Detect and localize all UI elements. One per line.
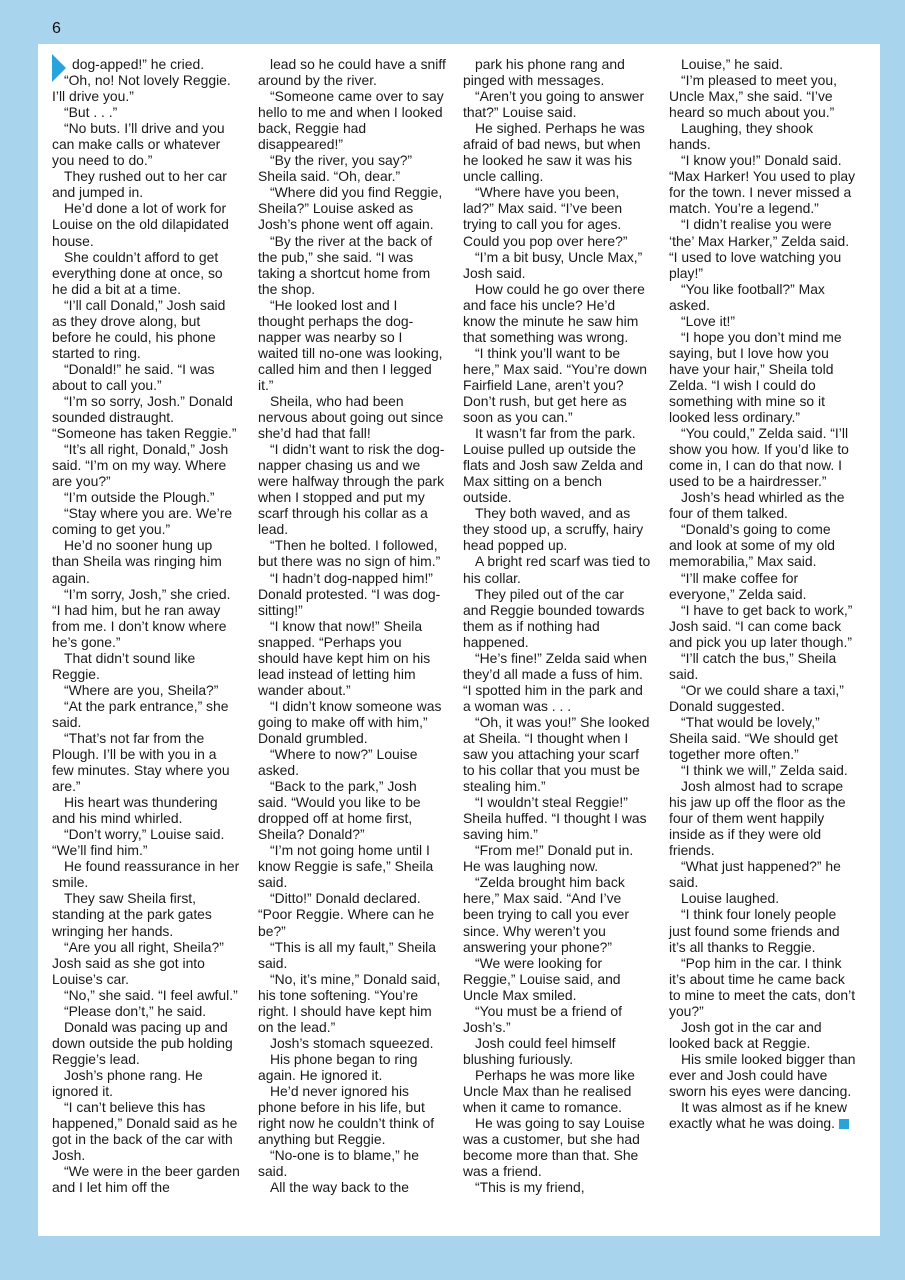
paragraph: They piled out of the car and Reggie bounded towards them as if nothing had happened. [463, 585, 645, 650]
paragraph: They both waved, and as they stood up, a scruffy, hairy head popped up. [463, 505, 644, 554]
paragraph: “I wouldn’t steal Reggie!” Sheila huffed. “I thought I was saving him.” [463, 794, 647, 843]
story-page [38, 44, 880, 1236]
paragraph: Perhaps he was more like Uncle Max than he realised when it came to romance. [463, 1066, 635, 1116]
paragraph: “Zelda brought him back here,” Max said. “And I’ve been trying to call you ever since. Why weren’t you answering your phone?” [463, 874, 630, 955]
paragraph: dog-apped!” he cried. [72, 56, 205, 72]
paragraph: They rushed out to her car and jumped in. [52, 168, 227, 201]
paragraph: Sheila, who had been nervous about going out since she’d had that fall! [258, 392, 444, 442]
paragraph: “Oh, it was you!” She looked at Sheila. “I thought when I saw you attaching your scarf to his collar that you must be stealing him.” [463, 713, 650, 795]
paragraph: “Where did you find Reggie, Sheila?” Louise asked as Josh’s phone went off again. [258, 184, 443, 233]
paragraph: park his phone rang and pinged with messages. [463, 56, 625, 89]
paragraph: Josh’s phone rang. He ignored it. [52, 1066, 203, 1099]
paragraph: His phone began to ring again. He ignored it. [258, 1050, 418, 1083]
paragraph: “I didn’t realise you were ‘the’ Max Harker,” Zelda said. “I used to love watching you play!” [669, 216, 850, 281]
paragraph: “I have to get back to work,” Josh said. “I can come back and pick you up later though.” [669, 601, 853, 650]
paragraph: “I hadn’t dog-napped him!” Donald protested. “I was dog-sitting!” [258, 569, 441, 618]
paragraph: “We were looking for Reggie,” Louise said, and Uncle Max smiled. [463, 954, 621, 1003]
paragraph: His heart was thundering and his mind whirled. [52, 794, 218, 827]
paragraph: “He looked lost and I thought perhaps the dog-napper was nearby so I waited till no-one was looking, called him and then I legged it.” [258, 296, 443, 393]
paragraph: “That would be lovely,” Sheila said. “We should get together more often.” [669, 713, 838, 763]
paragraph: He sighed. Perhaps he was afraid of bad news, but when he looked he saw it was his uncle calling. [463, 120, 645, 185]
text-column-4 [669, 56, 857, 1131]
paragraph: “From me!” Donald put in. He was laughing now. [463, 842, 634, 875]
paragraph: “No, it’s mine,” Donald said, his tone softening. “You’re right. I should have kept him on the lead.” [258, 970, 441, 1035]
paragraph: “Don’t worry,” Louise said. “We’ll find him.” [52, 826, 225, 859]
paragraph: “Donald’s going to come and look at some of my old memorabilia,” Max said. [669, 521, 836, 570]
paragraph: “I hope you don’t mind me saying, but I love how you have your hair,” Sheila told Zelda. “I wish I could do something with mine so it looked less ordinary.” [669, 328, 842, 426]
paragraph: “He’s fine!” Zelda said when they’d all made a fuss of him. “I spotted him in the park and a woman was . . . [463, 649, 647, 714]
paragraph: lead so he could have a sniff around by the river. [258, 56, 446, 89]
paragraph: He was going to say Louise was a customer, but she had become more than that. She was a friend. [463, 1115, 645, 1180]
paragraph: “I’m outside the Plough.” [64, 489, 215, 506]
paragraph: They saw Sheila first, standing at the park gates wringing her hands. [52, 890, 212, 939]
end-mark-icon [839, 1119, 849, 1129]
paragraph: “You like football?” Max asked. [669, 280, 825, 313]
paragraph: A bright red scarf was tied to his collar. [463, 553, 651, 586]
paragraph: “I’ll catch the bus,” Sheila said. [669, 649, 837, 682]
paragraph: “Please don’t,” he said. [64, 1002, 207, 1019]
paragraph: “I think you’ll want to be here,” Max said. “You’re down Fairfield Lane, aren’t you? Don’t rush, but get here as soon as you can.” [463, 344, 648, 426]
paragraph: “By the river at the back of the pub,” she said. “I was taking a shortcut home from the shop. [258, 232, 433, 297]
paragraph: Josh could feel himself blushing furiously. [463, 1034, 616, 1067]
paragraph: “Donald!” he said. “I was about to call you.” [52, 360, 215, 393]
paragraph: Josh’s head whirled as the four of them talked. [669, 489, 845, 522]
paragraph: “You must be a friend of Josh’s.” [463, 1002, 622, 1035]
paragraph: “I’m pleased to meet you, Uncle Max,” she said. “I’ve heard so much about you.” [669, 72, 837, 121]
paragraph: “I know you!” Donald said. “Max Harker! You used to play for the town. I never missed a match. You’re a legend.” [669, 152, 856, 217]
paragraph: Josh almost had to scrape his jaw up off the floor as the four of them went happily inside as if they were old friends. [669, 778, 846, 859]
paragraph: “Oh, no! Not lovely Reggie. I’ll drive you.” [52, 72, 231, 105]
paragraph: “But . . .” [64, 104, 118, 121]
paragraph: “I’m not going home until I know Reggie is safe,” Sheila said. [258, 842, 434, 891]
paragraph: “Are you all right, Sheila?” Josh said as she got into Louise’s car. [52, 938, 224, 987]
paragraph: “It’s all right, Donald,” Josh said. “I’m on my way. Where are you?” [52, 441, 229, 490]
paragraph: “I’m a bit busy, Uncle Max,” Josh said. [463, 248, 643, 281]
paragraph: Louise laughed. [681, 890, 780, 907]
paragraph: “I’m sorry, Josh,” she cried. “I had him, but he ran away from me. I don’t know where he’s gone.” [52, 585, 231, 650]
paragraph: “No-one is to blame,” he said. [258, 1147, 420, 1180]
paragraph: All the way back to the [270, 1179, 409, 1196]
paragraph: “I didn’t want to risk the dog-napper chasing us and we were halfway through the park when I stopped and put my scarf through his collar as a lead. [258, 441, 445, 538]
paragraph: It wasn’t far from the park. Louise pulled up outside the flats and Josh saw Zelda and Max sitting on a bench outside. [463, 425, 643, 506]
paragraph: “This is all my fault,” Sheila said. [258, 938, 436, 971]
paragraph: He’d never ignored his phone before in his life, but right now he couldn’t think of anything but Reggie. [258, 1083, 435, 1148]
paragraph: “That’s not far from the Plough. I’ll be with you in a few minutes. Stay where you are.” [52, 729, 230, 795]
paragraph: It was almost as if he knew exactly what he was doing. [669, 1099, 857, 1131]
paragraph: She couldn’t afford to get everything done at once, so he did a bit at a time. [52, 248, 223, 297]
paragraph: “Someone came over to say hello to me and when I looked back, Reggie had disappeared!” [258, 88, 444, 153]
paragraph: Josh’s stomach squeezed. [270, 1034, 434, 1051]
paragraph: Donald was pacing up and down outside the pub holding Reggie’s lead. [52, 1018, 233, 1067]
paragraph: “No,” she said. “I feel awful.” [64, 986, 238, 1003]
paragraph: “I’ll call Donald,” Josh said as they drove along, but before he could, his phone started to ring. [52, 296, 226, 361]
paragraph: “I’ll make coffee for everyone,” Zelda said. [669, 569, 807, 602]
paragraph: “I think we will,” Zelda said. [681, 762, 848, 779]
paragraph: “Where are you, Sheila?” [64, 681, 219, 698]
paragraph: “I know that now!” Sheila snapped. “Perhaps you should have kept him on his lead instead of letting him wander about.” [258, 617, 431, 698]
paragraph: That didn’t sound like Reggie. [52, 649, 196, 682]
paragraph: “At the park entrance,” she said. [52, 697, 229, 730]
paragraph: “Stay where you are. We’re coming to get you.” [52, 505, 233, 538]
paragraph: His smile looked bigger than ever and Josh could have sworn his eyes were dancing. [669, 1050, 856, 1099]
text-column-3 [463, 56, 651, 1195]
paragraph: “No buts. I’ll drive and you can make calls or whatever you need to do.” [52, 120, 225, 169]
paragraph: “Where to now?” Louise asked. [258, 746, 418, 779]
paragraph: “I can’t believe this has happened,” Donald said as he got in the back of the car with Josh. [52, 1099, 238, 1164]
paragraph: “This is my friend, [475, 1179, 585, 1196]
paragraph: “We were in the beer garden and I let him off the [52, 1163, 240, 1196]
paragraph: Josh got in the car and looked back at Reggie. [669, 1018, 822, 1051]
paragraph: “Love it!” [681, 312, 736, 329]
paragraph: How could he go over there and face his uncle? He’d know the minute he saw him that something was wrong. [463, 280, 645, 345]
paragraph: “What just happened?” he said. [669, 858, 841, 891]
paragraph: “Where have you been, lad?” Max said. “I’ve been trying to call you for ages. Could you pop over here?” [463, 184, 628, 249]
paragraph: “Then he bolted. I followed, but there was no sign of him.” [258, 537, 441, 570]
paragraph: “Back to the park,” Josh said. “Would you like to be dropped off at home first, Sheila? Donald?” [258, 778, 421, 843]
paragraph: “Ditto!” Donald declared. “Poor Reggie. Where can he be?” [258, 890, 435, 939]
paragraph: “Or we could share a taxi,” Donald suggested. [669, 681, 844, 714]
paragraph: Louise,” he said. [681, 56, 783, 72]
paragraph: Laughing, they shook hands. [669, 120, 814, 153]
paragraph: He’d done a lot of work for Louise on the old dilapidated house. [52, 200, 229, 249]
paragraph: He found reassurance in her smile. [52, 858, 240, 891]
paragraph: “Aren’t you going to answer that?” Louise said. [463, 88, 645, 121]
paragraph: “I’m so sorry, Josh.” Donald sounded distraught. “Someone has taken Reggie.” [52, 392, 237, 442]
paragraph: “I didn’t know someone was going to make off with him,” Donald grumbled. [258, 697, 442, 746]
paragraph: “I think four lonely people just found some friends and it’s all thanks to Reggie. [669, 906, 840, 955]
text-column-2 [258, 56, 446, 1195]
paragraph: “By the river, you say?” Sheila said. “Oh, dear.” [258, 152, 413, 185]
text-column-1 [52, 56, 240, 1195]
paragraph: He’d no sooner hung up than Sheila was ringing him again. [52, 537, 222, 586]
page-number: 6 [52, 20, 61, 37]
paragraph: “Pop him in the car. I think it’s about time he came back to mine to meet the cats, don’t you?” [669, 954, 856, 1019]
paragraph: “You could,” Zelda said. “I’ll show you how. If you’d like to come in, I can do that now. I used to be a hairdresser.” [669, 425, 849, 490]
